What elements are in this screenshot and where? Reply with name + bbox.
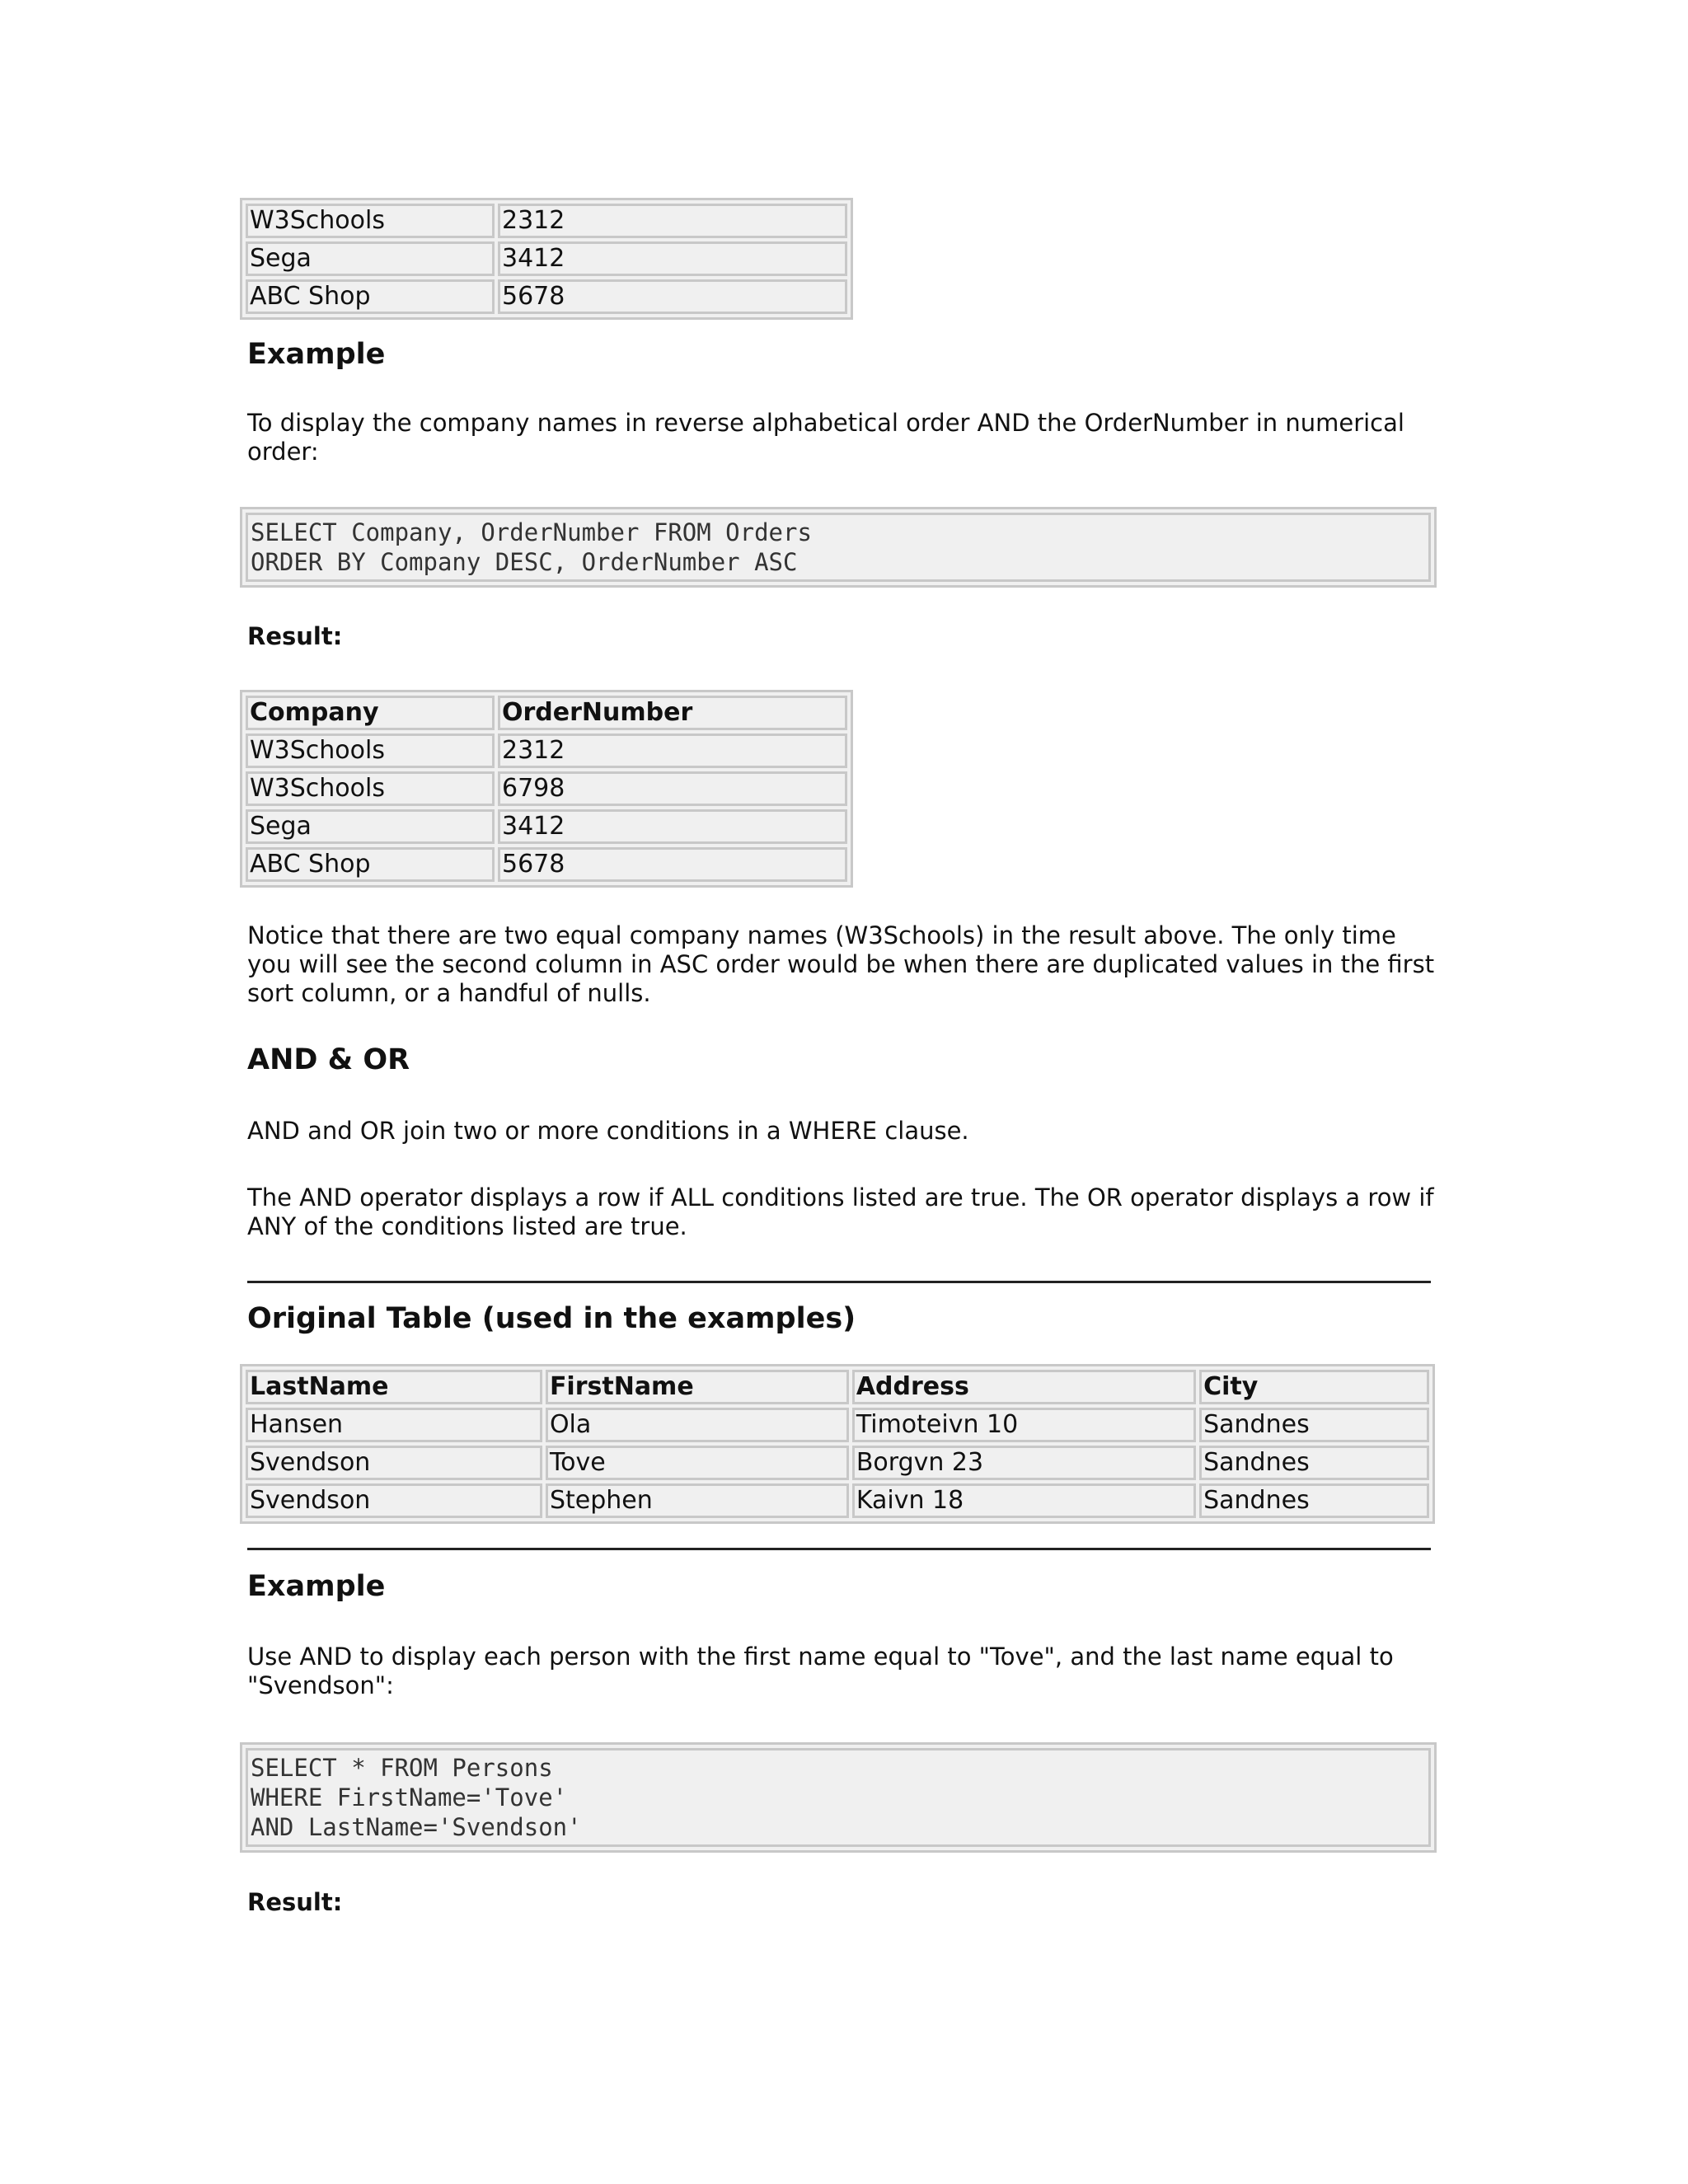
table-cell: Sandnes: [1199, 1408, 1429, 1442]
table-cell: ABC Shop: [246, 847, 495, 882]
column-header: City: [1199, 1370, 1429, 1404]
table-row: [246, 733, 847, 768]
column-header: Company: [246, 696, 495, 730]
table-cell: 2312: [498, 733, 847, 768]
table-cell: 5678: [498, 847, 847, 882]
orders-partial-table: [240, 198, 853, 320]
table-header-row: [246, 696, 847, 730]
example-description: Use AND to display each person with the first name equal to "Tove", and the last name equal to "Svendson":: [247, 1643, 1394, 1699]
table-cell: Sandnes: [1199, 1483, 1429, 1518]
table-cell: 6798: [498, 771, 847, 806]
code-line: SELECT Company, OrderNumber FROM Orders: [251, 518, 812, 546]
horizontal-rule: [247, 1281, 1431, 1283]
table-row: [246, 279, 847, 314]
and-or-intro: AND and OR join two or more conditions in a WHERE clause.: [247, 1117, 969, 1145]
table-cell: 3412: [498, 241, 847, 276]
table-cell: W3Schools: [246, 771, 495, 806]
column-header: LastName: [246, 1370, 542, 1404]
table-row: [246, 771, 847, 806]
result-table: [240, 690, 853, 888]
column-header: Address: [852, 1370, 1196, 1404]
table-row: [246, 809, 847, 844]
result-label: Result:: [247, 622, 343, 650]
section-heading: Example: [247, 1570, 386, 1603]
horizontal-rule: [247, 1548, 1431, 1550]
table-cell: ABC Shop: [246, 279, 495, 314]
table-cell: Sega: [246, 809, 495, 844]
table-cell: Ola: [546, 1408, 849, 1442]
column-header: OrderNumber: [498, 696, 847, 730]
table-cell: Sega: [246, 241, 495, 276]
table-header-row: [246, 1370, 1429, 1404]
persons-table: [240, 1364, 1435, 1524]
column-header: FirstName: [546, 1370, 849, 1404]
table-cell: 2312: [498, 204, 847, 238]
result-label: Result:: [247, 1888, 343, 1916]
table-cell: Timoteivn 10: [852, 1408, 1196, 1442]
code-line: AND LastName='Svendson': [251, 1813, 582, 1841]
code-line: SELECT * FROM Persons: [251, 1754, 553, 1782]
table-row: [246, 1408, 1429, 1442]
table-cell: Svendson: [246, 1483, 542, 1518]
section-heading: Example: [247, 338, 386, 371]
table-cell: W3Schools: [246, 204, 495, 238]
sql-code-block: [240, 507, 1437, 588]
code-line: WHERE FirstName='Tove': [251, 1783, 568, 1811]
example-description: To display the company names in reverse alphabetical order AND the OrderNumber in numerical order:: [247, 409, 1404, 466]
table-cell: 5678: [498, 279, 847, 314]
table-cell: Tove: [546, 1446, 849, 1480]
table-row: [246, 1446, 1429, 1480]
table-row: [246, 204, 847, 238]
and-or-explanation: The AND operator displays a row if ALL conditions listed are true. The OR operator displays a row if ANY of the conditions listed are true.: [247, 1183, 1434, 1240]
section-heading: AND & OR: [247, 1043, 410, 1076]
table-cell: Borgvn 23: [852, 1446, 1196, 1480]
table-cell: Hansen: [246, 1408, 542, 1442]
table-cell: Sandnes: [1199, 1446, 1429, 1480]
table-row: [246, 847, 847, 882]
section-heading: Original Table (used in the examples): [247, 1302, 856, 1335]
table-cell: Svendson: [246, 1446, 542, 1480]
notice-paragraph: Notice that there are two equal company names (W3Schools) in the result above. The only time you will see the second column in ASC order would be when there are duplicated values in the first sort column, or a handful of nulls.: [247, 921, 1435, 1007]
table-row: [246, 241, 847, 276]
table-cell: W3Schools: [246, 733, 495, 768]
table-cell: Stephen: [546, 1483, 849, 1518]
table-row: [246, 1483, 1429, 1518]
code-line: ORDER BY Company DESC, OrderNumber ASC: [251, 548, 798, 576]
table-cell: 3412: [498, 809, 847, 844]
sql-code-block: [240, 1742, 1437, 1853]
table-cell: Kaivn 18: [852, 1483, 1196, 1518]
